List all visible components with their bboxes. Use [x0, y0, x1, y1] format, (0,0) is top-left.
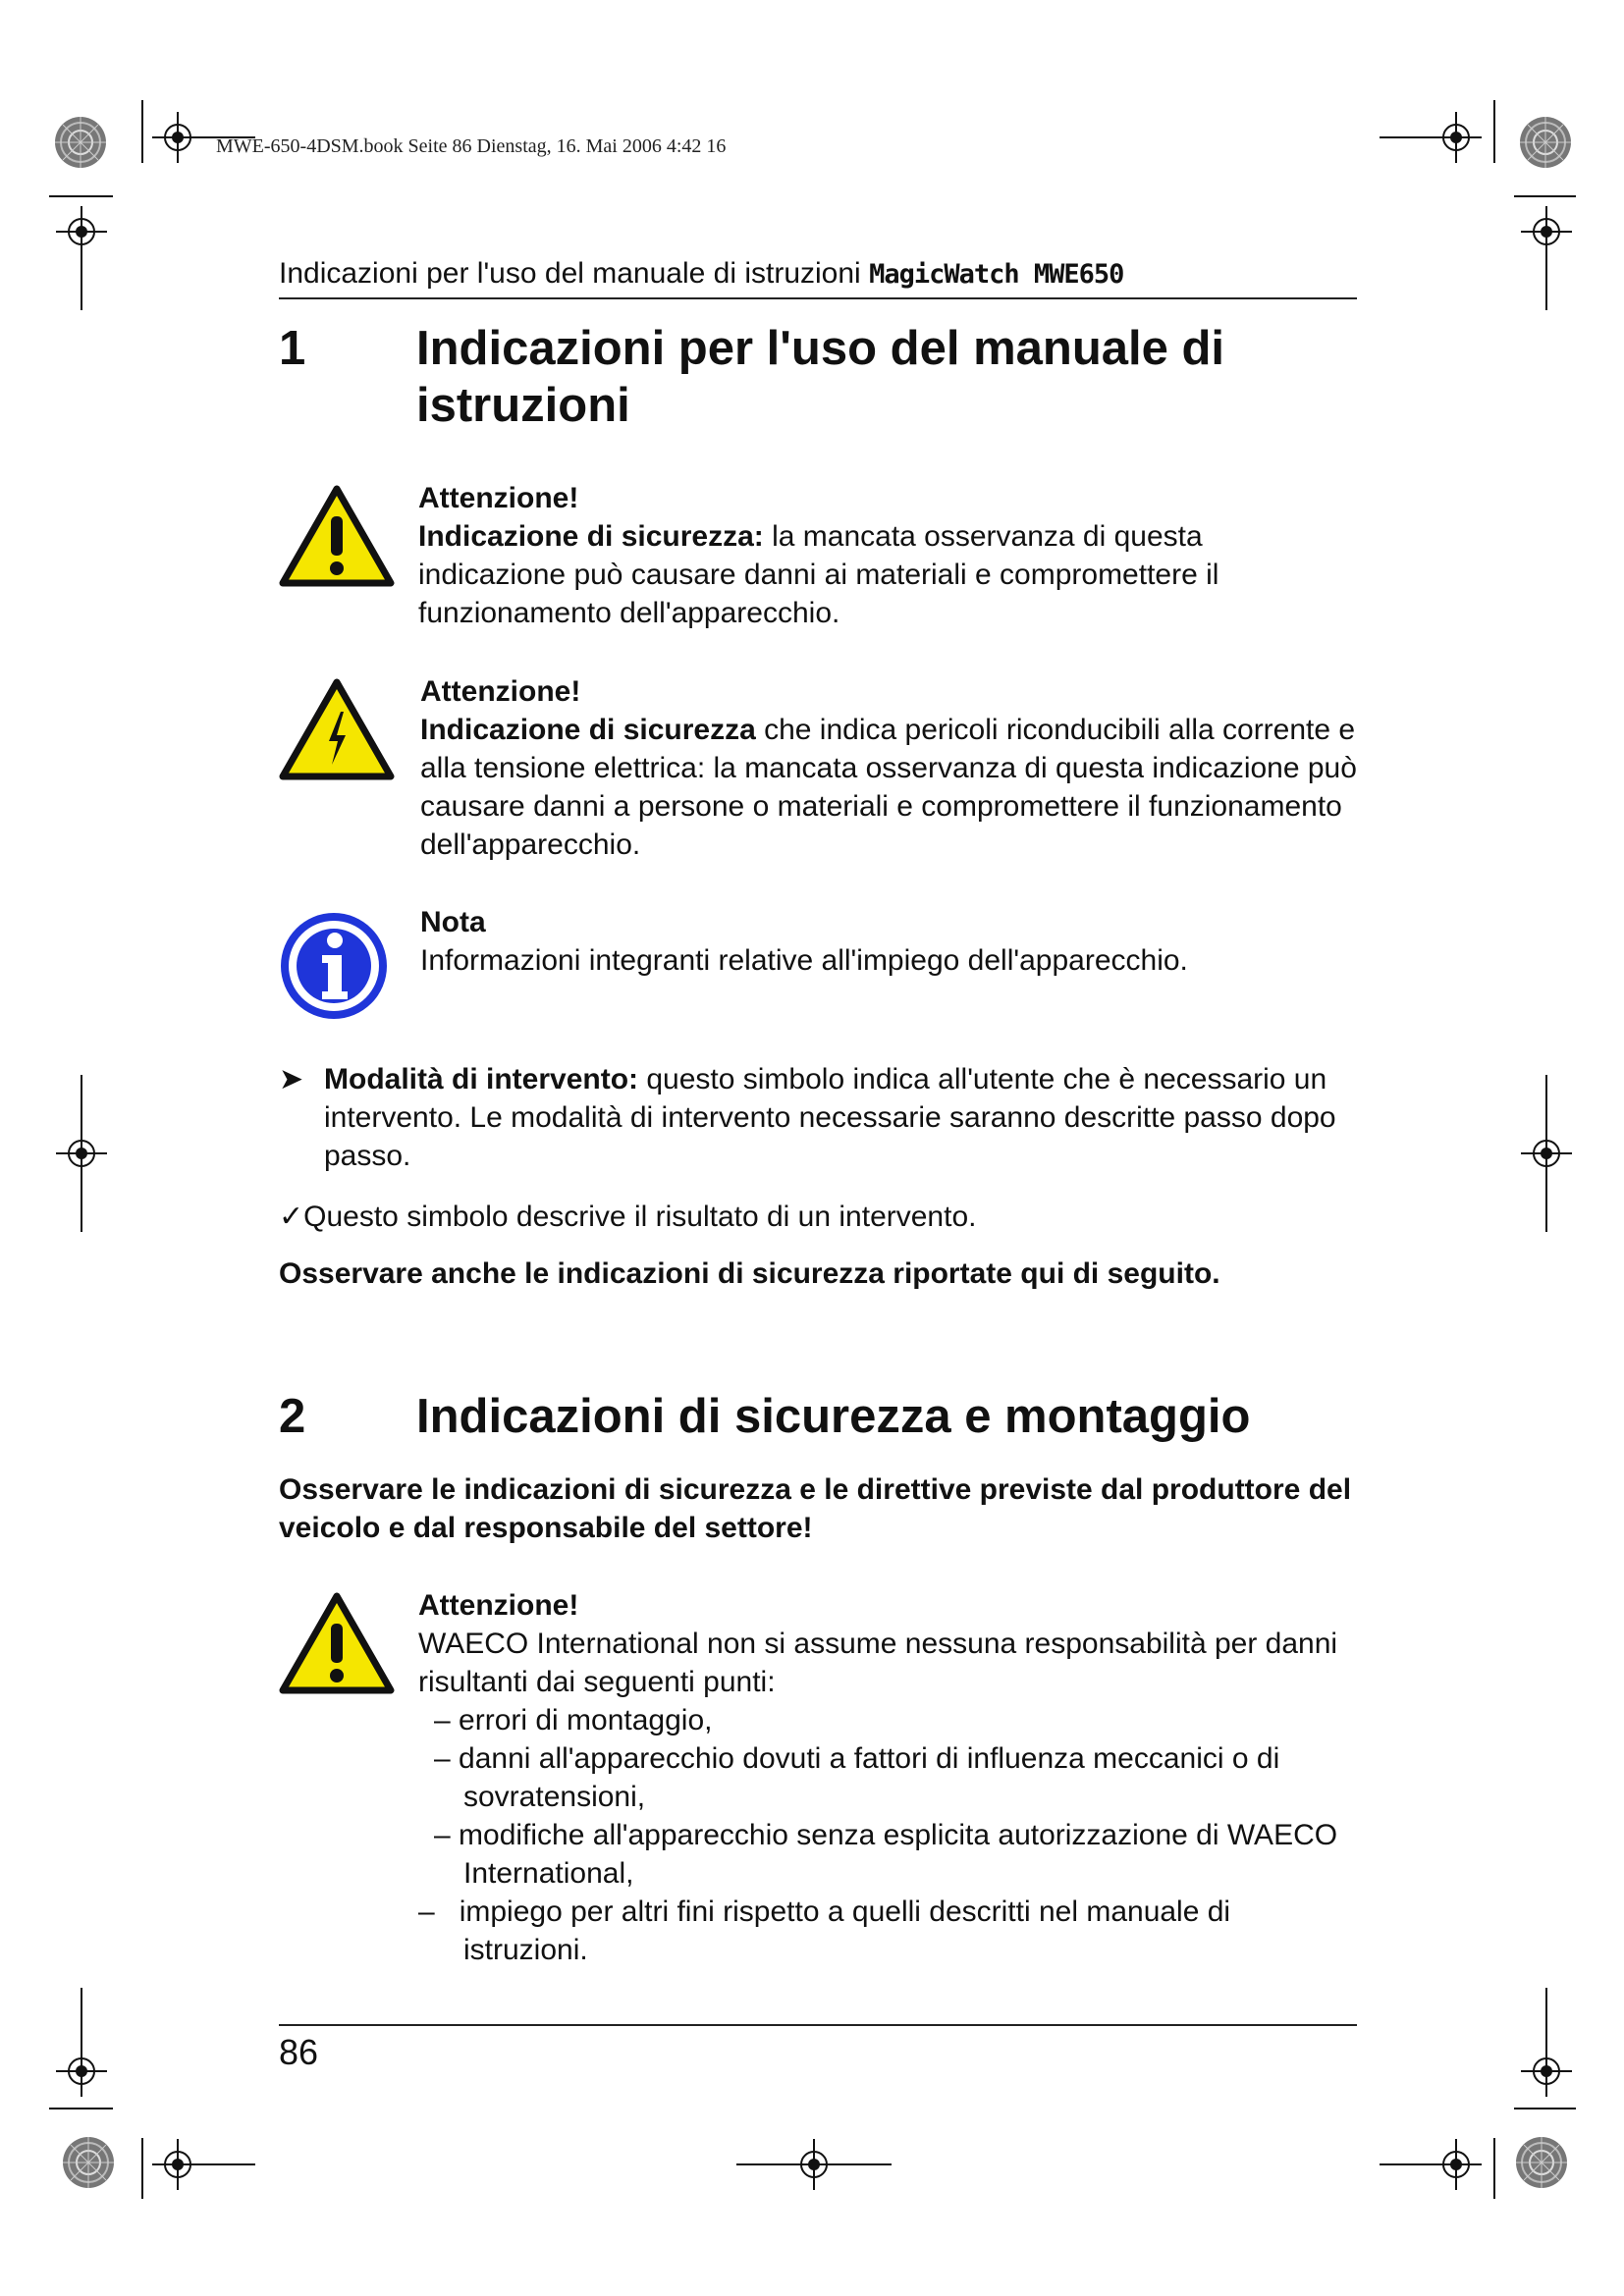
- section2-intro: Osservare le indicazioni di sicurezza e le direttive previste dal produttore del veicolo e dal responsabile del settore!: [279, 1473, 1352, 1544]
- list-item: – danni all'apparecchio dovuti a fattori di influenza meccanici o di sovratensioni,: [434, 1742, 1280, 1813]
- notice-text: la mancata osservanza di questa indicazione può causare danni ai materiali e compromettere il funzionamento dell'apparecchio.: [418, 520, 1219, 629]
- notice-heading: Attenzione!: [418, 482, 579, 514]
- notice-lead: Indicazione di sicurezza: [420, 714, 756, 746]
- notice-body: [418, 517, 1357, 632]
- notice-heading: Attenzione!: [418, 1589, 579, 1622]
- section1-closing: Osservare anche le indicazioni di sicurezza riportate qui di seguito.: [279, 1257, 1220, 1290]
- print-slug: MWE-650-4DSM.book Seite 86 Dienstag, 16. Mai 2006 4:42 16: [216, 135, 727, 157]
- list-item: – errori di montaggio,: [434, 1704, 713, 1736]
- section2-title-text: Indicazioni di sicurezza e montaggio: [416, 1390, 1251, 1443]
- list-item: – modifiche all'apparecchio senza esplicita autorizzazione di WAECO International,: [434, 1819, 1338, 1890]
- header-rule: [279, 297, 1357, 299]
- note-heading: Nota: [420, 906, 486, 938]
- checkmark-icon: ✓: [279, 1201, 304, 1233]
- notice-electric: [279, 672, 1357, 869]
- section1-title-line1: Indicazioni per l'uso del manuale di: [416, 322, 1225, 375]
- notice-lead: Indicazione di sicurezza:: [418, 520, 764, 553]
- notice-heading: Attenzione!: [420, 675, 581, 708]
- notice-info: [279, 903, 1357, 1021]
- notice-liability: [279, 1586, 1357, 1979]
- warning-exclamation-icon: [279, 485, 395, 587]
- action-step: [279, 1060, 1402, 1175]
- footer-rule: [279, 2024, 1357, 2026]
- section1-title-line2: istruzioni: [416, 379, 630, 432]
- info-icon: [279, 911, 389, 1021]
- action-text: questo simbolo indica all'utente che è necessario un intervento. Le modalità di intervento necessarie saranno descritte passo dopo passo.: [324, 1063, 1336, 1172]
- running-header-brand: MagicWatch MWE650: [869, 259, 1124, 290]
- section1-title: [279, 320, 1224, 434]
- notice-text: WAECO International non si assume nessuna responsabilità per danni risultanti dai seguenti punti:: [418, 1628, 1338, 1698]
- notice-warning: [279, 479, 1357, 636]
- list-item: – impiego per altri fini rispetto a quelli descritti nel manuale di istruzioni.: [418, 1896, 1231, 1966]
- section1-number: 1: [279, 322, 306, 375]
- page-number: 86: [279, 2032, 319, 2072]
- electric-hazard-icon: [279, 678, 395, 780]
- section2-title: [279, 1388, 1250, 1445]
- section2-number: 2: [279, 1390, 306, 1443]
- action-lead: Modalità di intervento:: [324, 1063, 639, 1095]
- note-text: Informazioni integranti relative all'impiego dell'apparecchio.: [420, 944, 1188, 977]
- arrow-icon: ➤: [279, 1063, 304, 1095]
- notice-body: [420, 711, 1359, 864]
- running-header-text: Indicazioni per l'uso del manuale di istruzioni: [279, 257, 861, 290]
- running-header: [279, 257, 1123, 291]
- result-text: Questo simbolo descrive il risultato di un intervento.: [303, 1201, 977, 1233]
- warning-exclamation-icon: [279, 1592, 395, 1694]
- notice-text: che indica pericoli riconducibili alla corrente e alla tensione elettrica: la mancata osservanza di questa indicazione può causare danni a persone o materiali e compromettere il funzionamento dell'apparecchio.: [420, 714, 1357, 861]
- result-line: [279, 1198, 1357, 1236]
